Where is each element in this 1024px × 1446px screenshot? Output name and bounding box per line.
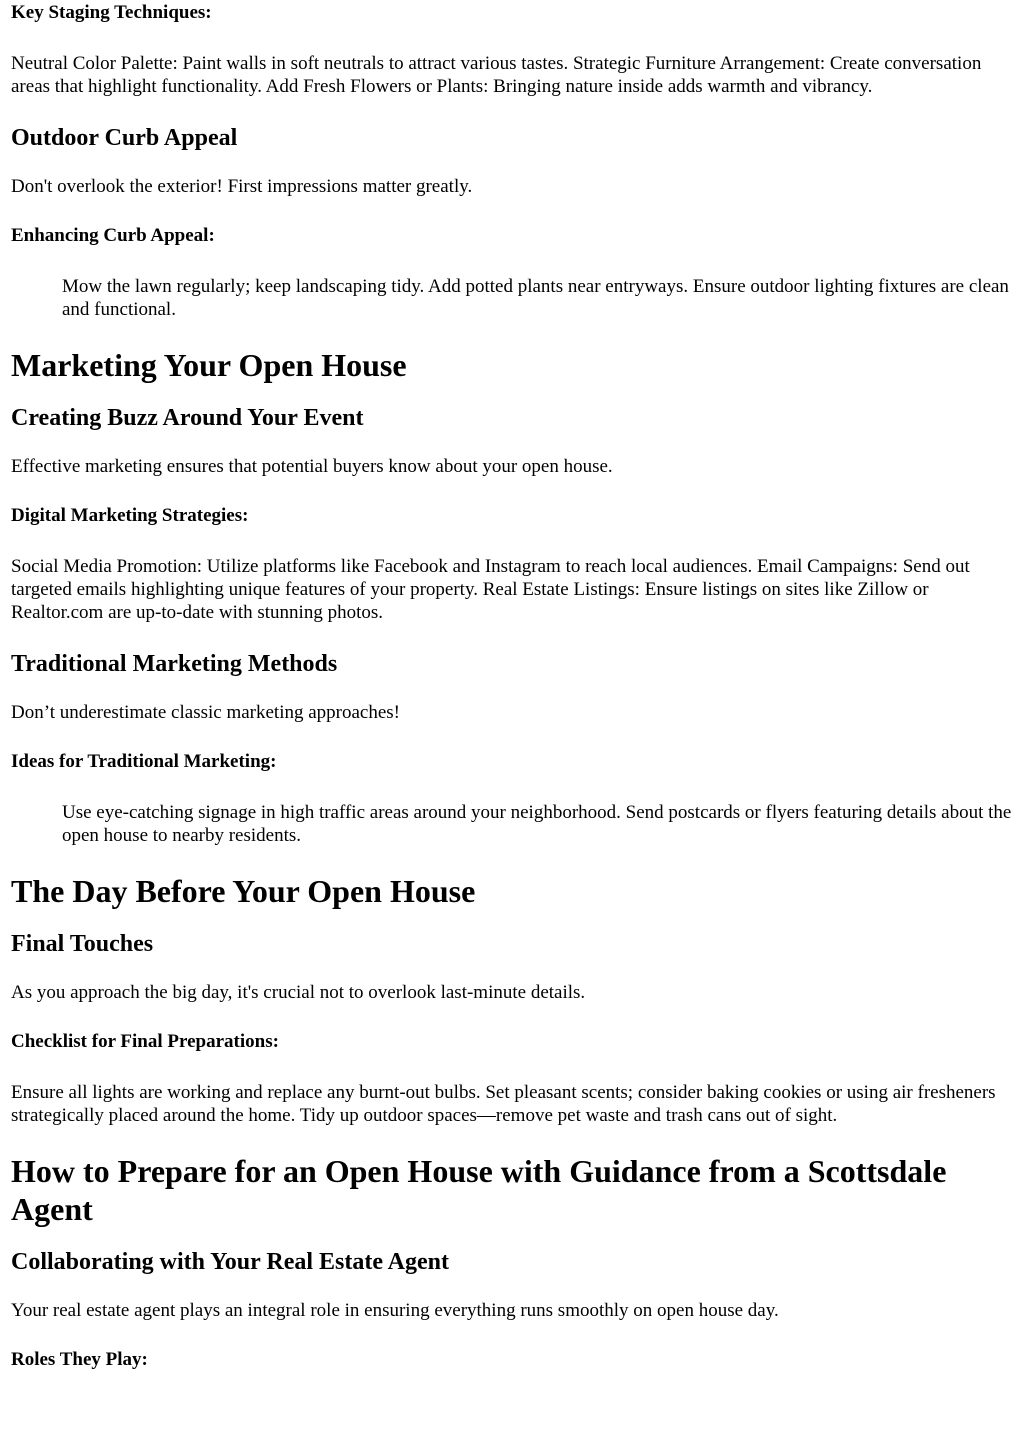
traditional-marketing-heading: Traditional Marketing Methods	[11, 651, 338, 677]
enhancing-curb-appeal-heading: Enhancing Curb Appeal:	[11, 225, 215, 246]
digital-paragraph: Social Media Promotion: Utilize platforms like Facebook and Instagram to reach local audiences. Email Campaigns: Send out targeted emails highlighting unique features of your property. Real Estate Listings: Ensure listings on sites like Zillow or Realtor.com are up-to-date with stunning photos.	[11, 556, 970, 623]
key-staging-heading: Key Staging Techniques:	[11, 2, 212, 23]
ideas-quote: Use eye-catching signage in high traffic areas around your neighborhood. Send postcards or flyers featuring details about the open house to nearby residents.	[62, 802, 1012, 846]
final-touches-heading: Final Touches	[11, 931, 154, 957]
collab-paragraph: Your real estate agent plays an integral role in ensuring everything runs smoothly on open house day.	[11, 1300, 779, 1321]
checklist-paragraph: Ensure all lights are working and replace any burnt-out bulbs. Set pleasant scents; consider baking cookies or using air fresheners strategically placed around the home. Tidy up outdoor spaces—remove pet waste and trash cans out of sight.	[11, 1082, 996, 1126]
digital-marketing-heading: Digital Marketing Strategies:	[11, 505, 249, 526]
checklist-heading: Checklist for Final Preparations:	[11, 1031, 279, 1052]
buzz-paragraph: Effective marketing ensures that potential buyers know about your open house.	[11, 456, 613, 477]
enhancing-quote: Mow the lawn regularly; keep landscaping tidy. Add potted plants near entryways. Ensure outdoor lighting fixtures are clean and functional.	[62, 276, 1009, 320]
roles-heading: Roles They Play:	[11, 1349, 148, 1370]
outdoor-paragraph: Don't overlook the exterior! First impressions matter greatly.	[11, 176, 473, 197]
marketing-heading: Marketing Your Open House	[11, 347, 407, 383]
final-touches-paragraph: As you approach the big day, it's crucial not to overlook last-minute details.	[11, 982, 586, 1003]
creating-buzz-heading: Creating Buzz Around Your Event	[11, 405, 364, 431]
ideas-heading: Ideas for Traditional Marketing:	[11, 751, 277, 772]
outdoor-curb-appeal-heading: Outdoor Curb Appeal	[11, 125, 238, 151]
collaborating-heading: Collaborating with Your Real Estate Agent	[11, 1249, 449, 1275]
day-before-heading: The Day Before Your Open House	[11, 873, 476, 909]
traditional-paragraph: Don’t underestimate classic marketing approaches!	[11, 702, 401, 723]
key-staging-paragraph: Neutral Color Palette: Paint walls in soft neutrals to attract various tastes. Strategic Furniture Arrangement: Create conversation areas that highlight functionality. Add Fresh Flowers or Plants: Bringing nature inside adds warmth and vibrancy.	[11, 53, 982, 97]
prepare-heading: How to Prepare for an Open House with Guidance from a Scottsdale Agent	[11, 1153, 947, 1227]
